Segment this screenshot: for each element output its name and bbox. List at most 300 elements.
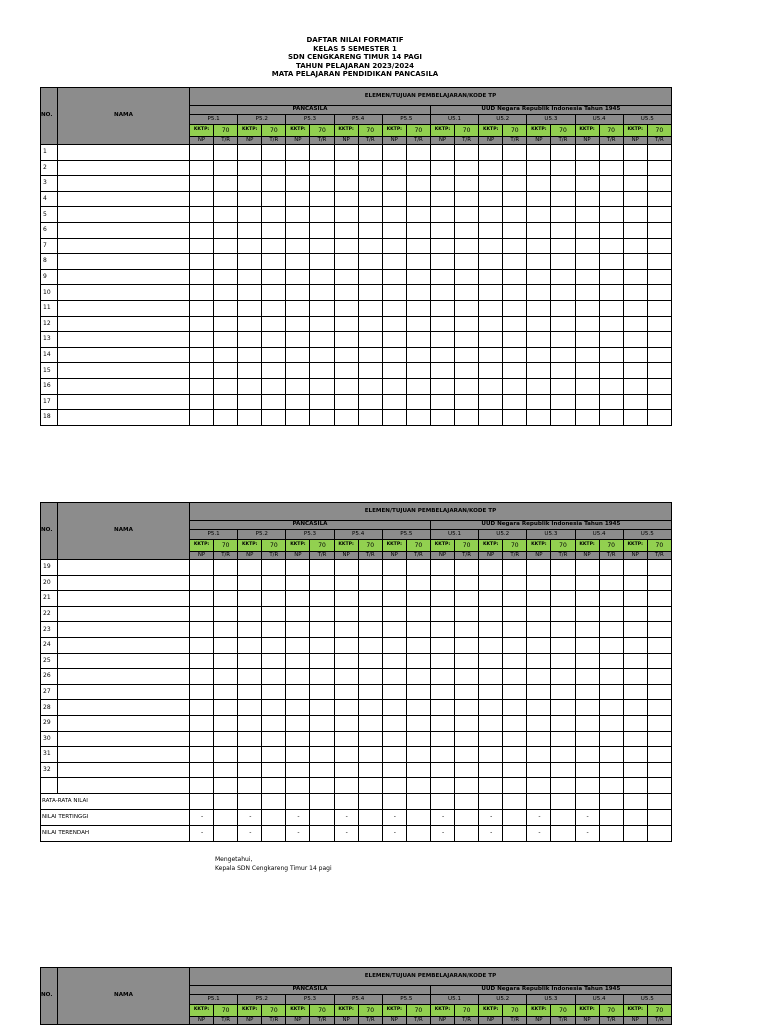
score-cell[interactable]	[286, 300, 310, 316]
score-cell[interactable]	[238, 269, 262, 285]
score-cell[interactable]	[455, 363, 479, 379]
score-cell[interactable]	[551, 160, 575, 176]
score-cell[interactable]	[527, 762, 551, 778]
score-cell[interactable]	[623, 222, 647, 238]
score-cell[interactable]	[647, 762, 671, 778]
score-cell[interactable]	[310, 684, 334, 700]
score-cell[interactable]	[310, 176, 334, 192]
score-cell[interactable]	[623, 700, 647, 716]
score-cell[interactable]	[190, 145, 214, 161]
score-cell[interactable]	[382, 363, 406, 379]
score-cell[interactable]	[479, 254, 503, 270]
score-cell[interactable]	[406, 363, 430, 379]
score-cell[interactable]	[406, 637, 430, 653]
score-cell[interactable]	[238, 731, 262, 747]
score-cell[interactable]	[599, 606, 623, 622]
score-cell[interactable]	[358, 762, 382, 778]
score-cell[interactable]	[503, 747, 527, 763]
student-name-cell[interactable]	[58, 176, 190, 192]
score-cell[interactable]	[575, 700, 599, 716]
score-cell[interactable]	[527, 700, 551, 716]
score-cell[interactable]	[406, 653, 430, 669]
student-name-cell[interactable]	[58, 316, 190, 332]
score-cell[interactable]	[503, 207, 527, 223]
score-cell[interactable]	[527, 637, 551, 653]
score-cell[interactable]	[647, 715, 671, 731]
score-cell[interactable]	[262, 560, 286, 576]
score-cell[interactable]	[430, 606, 454, 622]
score-cell[interactable]	[190, 316, 214, 332]
score-cell[interactable]	[551, 591, 575, 607]
score-cell[interactable]	[334, 747, 358, 763]
score-cell[interactable]	[551, 684, 575, 700]
score-cell[interactable]	[503, 684, 527, 700]
score-cell[interactable]	[503, 778, 527, 794]
score-cell[interactable]	[430, 715, 454, 731]
score-cell[interactable]	[190, 747, 214, 763]
score-cell[interactable]	[382, 254, 406, 270]
score-cell[interactable]	[479, 332, 503, 348]
score-cell[interactable]	[575, 316, 599, 332]
score-cell[interactable]	[575, 191, 599, 207]
student-name-cell[interactable]	[58, 622, 190, 638]
score-cell[interactable]	[286, 747, 310, 763]
score-cell[interactable]	[455, 410, 479, 426]
score-cell[interactable]	[214, 238, 238, 254]
score-cell[interactable]	[334, 560, 358, 576]
score-cell[interactable]	[406, 700, 430, 716]
score-cell[interactable]	[238, 747, 262, 763]
score-cell[interactable]	[479, 145, 503, 161]
score-cell[interactable]	[310, 575, 334, 591]
score-cell[interactable]	[430, 560, 454, 576]
score-cell[interactable]	[214, 653, 238, 669]
score-cell[interactable]	[527, 606, 551, 622]
score-cell[interactable]	[238, 684, 262, 700]
score-cell[interactable]	[430, 653, 454, 669]
score-cell[interactable]	[190, 191, 214, 207]
score-cell[interactable]	[310, 300, 334, 316]
score-cell[interactable]	[286, 191, 310, 207]
score-cell[interactable]	[551, 285, 575, 301]
score-cell[interactable]	[479, 700, 503, 716]
score-cell[interactable]	[382, 560, 406, 576]
score-cell[interactable]	[214, 700, 238, 716]
score-cell[interactable]	[214, 606, 238, 622]
student-name-cell[interactable]	[58, 778, 190, 794]
score-cell[interactable]	[551, 653, 575, 669]
score-cell[interactable]	[406, 222, 430, 238]
score-cell[interactable]	[358, 222, 382, 238]
score-cell[interactable]	[262, 394, 286, 410]
score-cell[interactable]	[503, 606, 527, 622]
score-cell[interactable]	[334, 145, 358, 161]
score-cell[interactable]	[623, 176, 647, 192]
score-cell[interactable]	[190, 778, 214, 794]
score-cell[interactable]	[623, 606, 647, 622]
score-cell[interactable]	[262, 254, 286, 270]
score-cell[interactable]	[479, 207, 503, 223]
score-cell[interactable]	[310, 316, 334, 332]
score-cell[interactable]	[575, 394, 599, 410]
score-cell[interactable]	[238, 285, 262, 301]
score-cell[interactable]	[310, 222, 334, 238]
score-cell[interactable]	[430, 731, 454, 747]
score-cell[interactable]	[623, 394, 647, 410]
student-name-cell[interactable]	[58, 269, 190, 285]
score-cell[interactable]	[382, 378, 406, 394]
score-cell[interactable]	[310, 747, 334, 763]
score-cell[interactable]	[599, 160, 623, 176]
score-cell[interactable]	[358, 316, 382, 332]
score-cell[interactable]	[310, 347, 334, 363]
score-cell[interactable]	[214, 191, 238, 207]
score-cell[interactable]	[190, 653, 214, 669]
score-cell[interactable]	[551, 347, 575, 363]
score-cell[interactable]	[503, 700, 527, 716]
score-cell[interactable]	[286, 269, 310, 285]
score-cell[interactable]	[623, 207, 647, 223]
score-cell[interactable]	[238, 347, 262, 363]
score-cell[interactable]	[575, 176, 599, 192]
score-cell[interactable]	[334, 378, 358, 394]
score-cell[interactable]	[430, 591, 454, 607]
score-cell[interactable]	[430, 700, 454, 716]
score-cell[interactable]	[527, 410, 551, 426]
score-cell[interactable]	[334, 591, 358, 607]
student-name-cell[interactable]	[58, 207, 190, 223]
score-cell[interactable]	[575, 747, 599, 763]
score-cell[interactable]	[551, 747, 575, 763]
score-cell[interactable]	[647, 684, 671, 700]
score-cell[interactable]	[334, 715, 358, 731]
score-cell[interactable]	[334, 700, 358, 716]
score-cell[interactable]	[551, 575, 575, 591]
score-cell[interactable]	[382, 191, 406, 207]
score-cell[interactable]	[647, 560, 671, 576]
score-cell[interactable]	[406, 731, 430, 747]
score-cell[interactable]	[238, 778, 262, 794]
score-cell[interactable]	[527, 591, 551, 607]
score-cell[interactable]	[479, 731, 503, 747]
score-cell[interactable]	[551, 269, 575, 285]
score-cell[interactable]	[599, 300, 623, 316]
score-cell[interactable]	[455, 684, 479, 700]
score-cell[interactable]	[599, 560, 623, 576]
score-cell[interactable]	[286, 700, 310, 716]
score-cell[interactable]	[310, 637, 334, 653]
score-cell[interactable]	[647, 747, 671, 763]
score-cell[interactable]	[238, 700, 262, 716]
score-cell[interactable]	[623, 637, 647, 653]
score-cell[interactable]	[647, 347, 671, 363]
score-cell[interactable]	[599, 575, 623, 591]
score-cell[interactable]	[599, 222, 623, 238]
score-cell[interactable]	[455, 191, 479, 207]
score-cell[interactable]	[575, 363, 599, 379]
score-cell[interactable]	[527, 160, 551, 176]
score-cell[interactable]	[503, 191, 527, 207]
score-cell[interactable]	[575, 606, 599, 622]
score-cell[interactable]	[286, 316, 310, 332]
score-cell[interactable]	[214, 684, 238, 700]
score-cell[interactable]	[647, 363, 671, 379]
score-cell[interactable]	[334, 347, 358, 363]
score-cell[interactable]	[382, 145, 406, 161]
score-cell[interactable]	[479, 238, 503, 254]
score-cell[interactable]	[575, 222, 599, 238]
score-cell[interactable]	[262, 363, 286, 379]
score-cell[interactable]	[238, 191, 262, 207]
score-cell[interactable]	[334, 669, 358, 685]
score-cell[interactable]	[238, 300, 262, 316]
score-cell[interactable]	[527, 316, 551, 332]
score-cell[interactable]	[262, 575, 286, 591]
score-cell[interactable]	[286, 145, 310, 161]
score-cell[interactable]	[286, 410, 310, 426]
score-cell[interactable]	[479, 394, 503, 410]
score-cell[interactable]	[527, 684, 551, 700]
score-cell[interactable]	[479, 762, 503, 778]
score-cell[interactable]	[406, 622, 430, 638]
score-cell[interactable]	[479, 410, 503, 426]
score-cell[interactable]	[406, 269, 430, 285]
score-cell[interactable]	[190, 410, 214, 426]
score-cell[interactable]	[503, 410, 527, 426]
score-cell[interactable]	[503, 363, 527, 379]
score-cell[interactable]	[334, 285, 358, 301]
score-cell[interactable]	[262, 653, 286, 669]
score-cell[interactable]	[455, 715, 479, 731]
score-cell[interactable]	[310, 269, 334, 285]
score-cell[interactable]	[551, 715, 575, 731]
score-cell[interactable]	[214, 269, 238, 285]
score-cell[interactable]	[238, 637, 262, 653]
score-cell[interactable]	[310, 591, 334, 607]
score-cell[interactable]	[599, 669, 623, 685]
score-cell[interactable]	[623, 591, 647, 607]
score-cell[interactable]	[358, 747, 382, 763]
score-cell[interactable]	[214, 332, 238, 348]
score-cell[interactable]	[382, 176, 406, 192]
score-cell[interactable]	[358, 332, 382, 348]
score-cell[interactable]	[503, 332, 527, 348]
score-cell[interactable]	[262, 622, 286, 638]
score-cell[interactable]	[286, 684, 310, 700]
score-cell[interactable]	[503, 378, 527, 394]
score-cell[interactable]	[551, 560, 575, 576]
score-cell[interactable]	[455, 653, 479, 669]
score-cell[interactable]	[286, 778, 310, 794]
score-cell[interactable]	[214, 176, 238, 192]
score-cell[interactable]	[479, 637, 503, 653]
score-cell[interactable]	[599, 145, 623, 161]
student-name-cell[interactable]	[58, 222, 190, 238]
score-cell[interactable]	[406, 778, 430, 794]
score-cell[interactable]	[214, 300, 238, 316]
score-cell[interactable]	[623, 684, 647, 700]
score-cell[interactable]	[575, 560, 599, 576]
score-cell[interactable]	[455, 300, 479, 316]
score-cell[interactable]	[334, 191, 358, 207]
score-cell[interactable]	[647, 653, 671, 669]
score-cell[interactable]	[647, 254, 671, 270]
score-cell[interactable]	[455, 207, 479, 223]
score-cell[interactable]	[310, 238, 334, 254]
score-cell[interactable]	[262, 176, 286, 192]
student-name-cell[interactable]	[58, 254, 190, 270]
score-cell[interactable]	[190, 591, 214, 607]
score-cell[interactable]	[479, 622, 503, 638]
score-cell[interactable]	[647, 669, 671, 685]
score-cell[interactable]	[575, 575, 599, 591]
score-cell[interactable]	[527, 176, 551, 192]
score-cell[interactable]	[382, 669, 406, 685]
score-cell[interactable]	[527, 269, 551, 285]
score-cell[interactable]	[238, 653, 262, 669]
score-cell[interactable]	[190, 300, 214, 316]
score-cell[interactable]	[382, 347, 406, 363]
score-cell[interactable]	[214, 637, 238, 653]
score-cell[interactable]	[503, 715, 527, 731]
score-cell[interactable]	[527, 575, 551, 591]
score-cell[interactable]	[647, 378, 671, 394]
score-cell[interactable]	[214, 222, 238, 238]
score-cell[interactable]	[406, 238, 430, 254]
score-cell[interactable]	[599, 285, 623, 301]
score-cell[interactable]	[286, 285, 310, 301]
score-cell[interactable]	[430, 410, 454, 426]
score-cell[interactable]	[358, 575, 382, 591]
score-cell[interactable]	[599, 347, 623, 363]
score-cell[interactable]	[575, 254, 599, 270]
score-cell[interactable]	[358, 145, 382, 161]
score-cell[interactable]	[599, 684, 623, 700]
score-cell[interactable]	[310, 394, 334, 410]
score-cell[interactable]	[406, 207, 430, 223]
score-cell[interactable]	[238, 207, 262, 223]
score-cell[interactable]	[214, 394, 238, 410]
score-cell[interactable]	[334, 653, 358, 669]
score-cell[interactable]	[262, 747, 286, 763]
score-cell[interactable]	[238, 410, 262, 426]
score-cell[interactable]	[406, 316, 430, 332]
score-cell[interactable]	[575, 637, 599, 653]
score-cell[interactable]	[238, 238, 262, 254]
score-cell[interactable]	[527, 254, 551, 270]
score-cell[interactable]	[238, 332, 262, 348]
score-cell[interactable]	[430, 254, 454, 270]
score-cell[interactable]	[527, 347, 551, 363]
student-name-cell[interactable]	[58, 410, 190, 426]
score-cell[interactable]	[623, 731, 647, 747]
score-cell[interactable]	[238, 669, 262, 685]
score-cell[interactable]	[382, 160, 406, 176]
score-cell[interactable]	[551, 762, 575, 778]
score-cell[interactable]	[455, 622, 479, 638]
score-cell[interactable]	[430, 176, 454, 192]
score-cell[interactable]	[479, 653, 503, 669]
score-cell[interactable]	[238, 316, 262, 332]
score-cell[interactable]	[599, 378, 623, 394]
score-cell[interactable]	[406, 145, 430, 161]
score-cell[interactable]	[551, 700, 575, 716]
score-cell[interactable]	[286, 622, 310, 638]
score-cell[interactable]	[190, 622, 214, 638]
score-cell[interactable]	[190, 222, 214, 238]
score-cell[interactable]	[358, 254, 382, 270]
score-cell[interactable]	[286, 653, 310, 669]
score-cell[interactable]	[358, 207, 382, 223]
score-cell[interactable]	[430, 332, 454, 348]
score-cell[interactable]	[551, 238, 575, 254]
score-cell[interactable]	[190, 207, 214, 223]
score-cell[interactable]	[190, 254, 214, 270]
score-cell[interactable]	[551, 363, 575, 379]
score-cell[interactable]	[214, 622, 238, 638]
score-cell[interactable]	[214, 575, 238, 591]
score-cell[interactable]	[575, 145, 599, 161]
score-cell[interactable]	[286, 560, 310, 576]
score-cell[interactable]	[310, 653, 334, 669]
score-cell[interactable]	[406, 332, 430, 348]
score-cell[interactable]	[238, 254, 262, 270]
score-cell[interactable]	[551, 222, 575, 238]
student-name-cell[interactable]	[58, 684, 190, 700]
student-name-cell[interactable]	[58, 762, 190, 778]
score-cell[interactable]	[406, 347, 430, 363]
score-cell[interactable]	[262, 222, 286, 238]
score-cell[interactable]	[358, 560, 382, 576]
score-cell[interactable]	[455, 332, 479, 348]
score-cell[interactable]	[190, 700, 214, 716]
score-cell[interactable]	[310, 669, 334, 685]
student-name-cell[interactable]	[58, 637, 190, 653]
score-cell[interactable]	[406, 684, 430, 700]
score-cell[interactable]	[503, 653, 527, 669]
score-cell[interactable]	[238, 363, 262, 379]
score-cell[interactable]	[479, 606, 503, 622]
score-cell[interactable]	[599, 762, 623, 778]
score-cell[interactable]	[214, 762, 238, 778]
score-cell[interactable]	[382, 637, 406, 653]
score-cell[interactable]	[527, 285, 551, 301]
score-cell[interactable]	[358, 347, 382, 363]
score-cell[interactable]	[551, 332, 575, 348]
score-cell[interactable]	[647, 591, 671, 607]
score-cell[interactable]	[455, 591, 479, 607]
score-cell[interactable]	[358, 176, 382, 192]
score-cell[interactable]	[647, 637, 671, 653]
score-cell[interactable]	[358, 778, 382, 794]
score-cell[interactable]	[310, 145, 334, 161]
score-cell[interactable]	[623, 160, 647, 176]
score-cell[interactable]	[599, 622, 623, 638]
score-cell[interactable]	[527, 653, 551, 669]
score-cell[interactable]	[214, 378, 238, 394]
score-cell[interactable]	[479, 778, 503, 794]
score-cell[interactable]	[599, 653, 623, 669]
score-cell[interactable]	[527, 191, 551, 207]
student-name-cell[interactable]	[58, 191, 190, 207]
score-cell[interactable]	[455, 747, 479, 763]
score-cell[interactable]	[551, 637, 575, 653]
score-cell[interactable]	[238, 222, 262, 238]
score-cell[interactable]	[503, 575, 527, 591]
score-cell[interactable]	[575, 669, 599, 685]
score-cell[interactable]	[430, 669, 454, 685]
score-cell[interactable]	[310, 363, 334, 379]
